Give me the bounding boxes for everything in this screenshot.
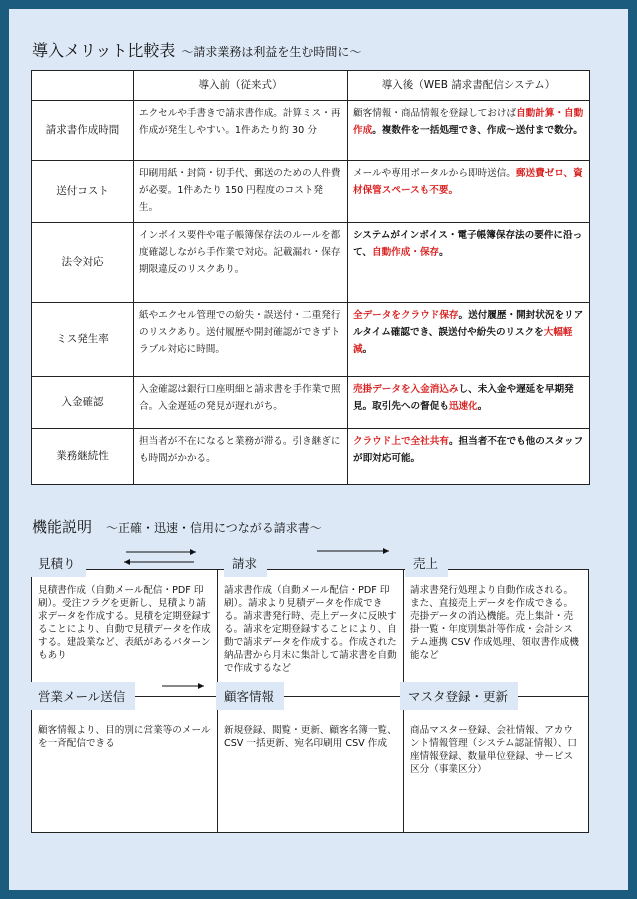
table-row <box>32 223 590 303</box>
highlight-text: クラウド上で全社共有 <box>353 436 449 447</box>
after-text: 。 <box>362 344 373 355</box>
comparison-subtitle: ～請求業務は利益を生む時間に～ <box>181 45 362 59</box>
header-blank <box>32 71 134 101</box>
after-cell <box>348 377 590 429</box>
row-label: 送付コスト <box>32 161 134 223</box>
row-label: 請求書作成時間 <box>32 101 134 161</box>
before-cell: インボイス要件や電子帳簿保存法のルールを都度確認しながら手作業で対応。記載漏れ・保存期限違反のリスクあり。 <box>134 223 348 303</box>
after-cell <box>348 429 590 485</box>
highlight-text: 郵送費ゼロ、資材保管スペースも不要。 <box>353 168 583 196</box>
section-title-features <box>32 516 322 537</box>
highlight-text: 売掛データを入金消込み <box>353 384 459 395</box>
feature-text-invoice: 請求書作成（自動メール配信・PDF 印刷）。請求より見積データを作成できる。請求書発行時、売上データに反映する。請求を定期登録することにより、自動で請求データを作成する。作成された納品書から月末に集計して請求書を自動で作成するなど <box>224 585 397 674</box>
right-arrow-icon <box>313 545 393 557</box>
table-row <box>32 429 590 485</box>
row-label: 入金確認 <box>32 377 134 429</box>
table-row <box>32 101 590 161</box>
feature-tag-sales-mail: 営業メール送信 <box>30 682 135 710</box>
before-cell: 紙やエクセル管理での紛失・誤送付・二重発行のリスクあり。送付履歴や開封確認ができずトラブル対応に時間。 <box>134 303 348 377</box>
after-text: 。 <box>439 247 449 258</box>
after-text: 。 <box>477 401 488 412</box>
right-arrow-icon <box>158 680 208 692</box>
after-text: システムがインボイス・電子帳簿保存法の要件に沿って、 <box>353 230 583 258</box>
after-text: 顧客情報・商品情報を登録しておけば <box>353 108 517 119</box>
section-title-comparison <box>32 38 361 61</box>
after-text: し、未入金や遅延を早期発見。取引先への督促も <box>353 384 574 412</box>
features-title: 機能説明 <box>32 518 93 536</box>
after-cell <box>348 161 590 223</box>
feature-text-sales-mail: 顧客情報より、目的別に営業等のメールを一斉配信できる <box>38 725 211 749</box>
feature-text-estimate: 見積書作成（自動メール配信・PDF 印刷）。受注フラグを更新し、見積より請求データを作成する。見積を定期登録することにより、自動で見積データを作成する。建設業など、表紙があるパターンもあり <box>38 585 211 661</box>
comparison-title: 導入メリット比較表 <box>32 41 176 60</box>
row-label: 法令対応 <box>32 223 134 303</box>
table-row <box>32 377 590 429</box>
after-text: 。複数件を一括処理でき、作成～送付まで数分。 <box>372 125 583 136</box>
feature-tag-customer: 顧客情報 <box>216 682 284 710</box>
bidirectional-arrow-icon <box>120 546 200 568</box>
feature-tag-estimate: 見積り <box>30 549 86 577</box>
feature-tag-sales: 売上 <box>405 549 448 577</box>
table-row <box>32 161 590 223</box>
highlight-text: 自動計算・自動作成 <box>353 108 584 136</box>
feature-tag-invoice: 請求 <box>224 549 267 577</box>
before-cell: エクセルや手書きで請求書作成。計算ミス・再作成が発生しやすい。1件あたり約 30 分 <box>134 101 348 161</box>
feature-tag-master: マスタ登録・更新 <box>400 682 518 710</box>
row-label: 業務継続性 <box>32 429 134 485</box>
after-text: メールや専用ポータルから即時送信。 <box>353 168 516 179</box>
highlight-text: 大幅軽減 <box>353 327 573 355</box>
highlight-text: 迅速化 <box>448 401 478 412</box>
after-cell <box>348 223 590 303</box>
after-cell <box>348 101 590 161</box>
feature-text-customer: 新規登録、閲覧・更新、顧客名簿一覧、CSV 一括更新、宛名印刷用 CSV 作成 <box>224 725 397 749</box>
feature-text-master: 商品マスター登録、会社情報、アカウント情報管理（システム認証情報）、口座情報登録、数量単位登録、サービス区分（事業区分） <box>410 725 577 775</box>
row-label: ミス発生率 <box>32 303 134 377</box>
before-cell: 印刷用紙・封筒・切手代、郵送のための人件費が必要。1件あたり 150 円程度のコスト発生。 <box>134 161 348 223</box>
after-text: 。担当者不在でも他のスタッフが即対応可能。 <box>353 436 584 464</box>
table-header-row <box>32 71 590 101</box>
features-subtitle: ～正確・迅速・信用につながる請求書～ <box>106 521 322 535</box>
highlight-text: 全データをクラウド保存 <box>353 310 459 321</box>
header-after: 導入後（WEB 請求書配信システム） <box>348 71 590 101</box>
before-cell: 入金確認は銀行口座明細と請求書を手作業で照合。入金遅延の発見が遅れがち。 <box>134 377 348 429</box>
comparison-table <box>31 70 590 485</box>
after-text: 。送付履歴・開封状況をリアルタイム確認でき、誤送付や紛失のリスクを <box>353 310 584 338</box>
feature-text-sales: 請求書発行処理より自動作成される。また、直接売上データを作成できる。売掛データの消込機能。売上集計・売掛一覧・年度別集計等作成・会計システム連携 CSV 作成処理、領収書作成機能など <box>410 585 579 661</box>
table-row <box>32 303 590 377</box>
header-before: 導入前（従来式） <box>134 71 348 101</box>
before-cell: 担当者が不在になると業務が滞る。引き継ぎにも時間がかかる。 <box>134 429 348 485</box>
highlight-text: 自動作成・保存 <box>372 247 440 258</box>
after-cell <box>348 303 590 377</box>
